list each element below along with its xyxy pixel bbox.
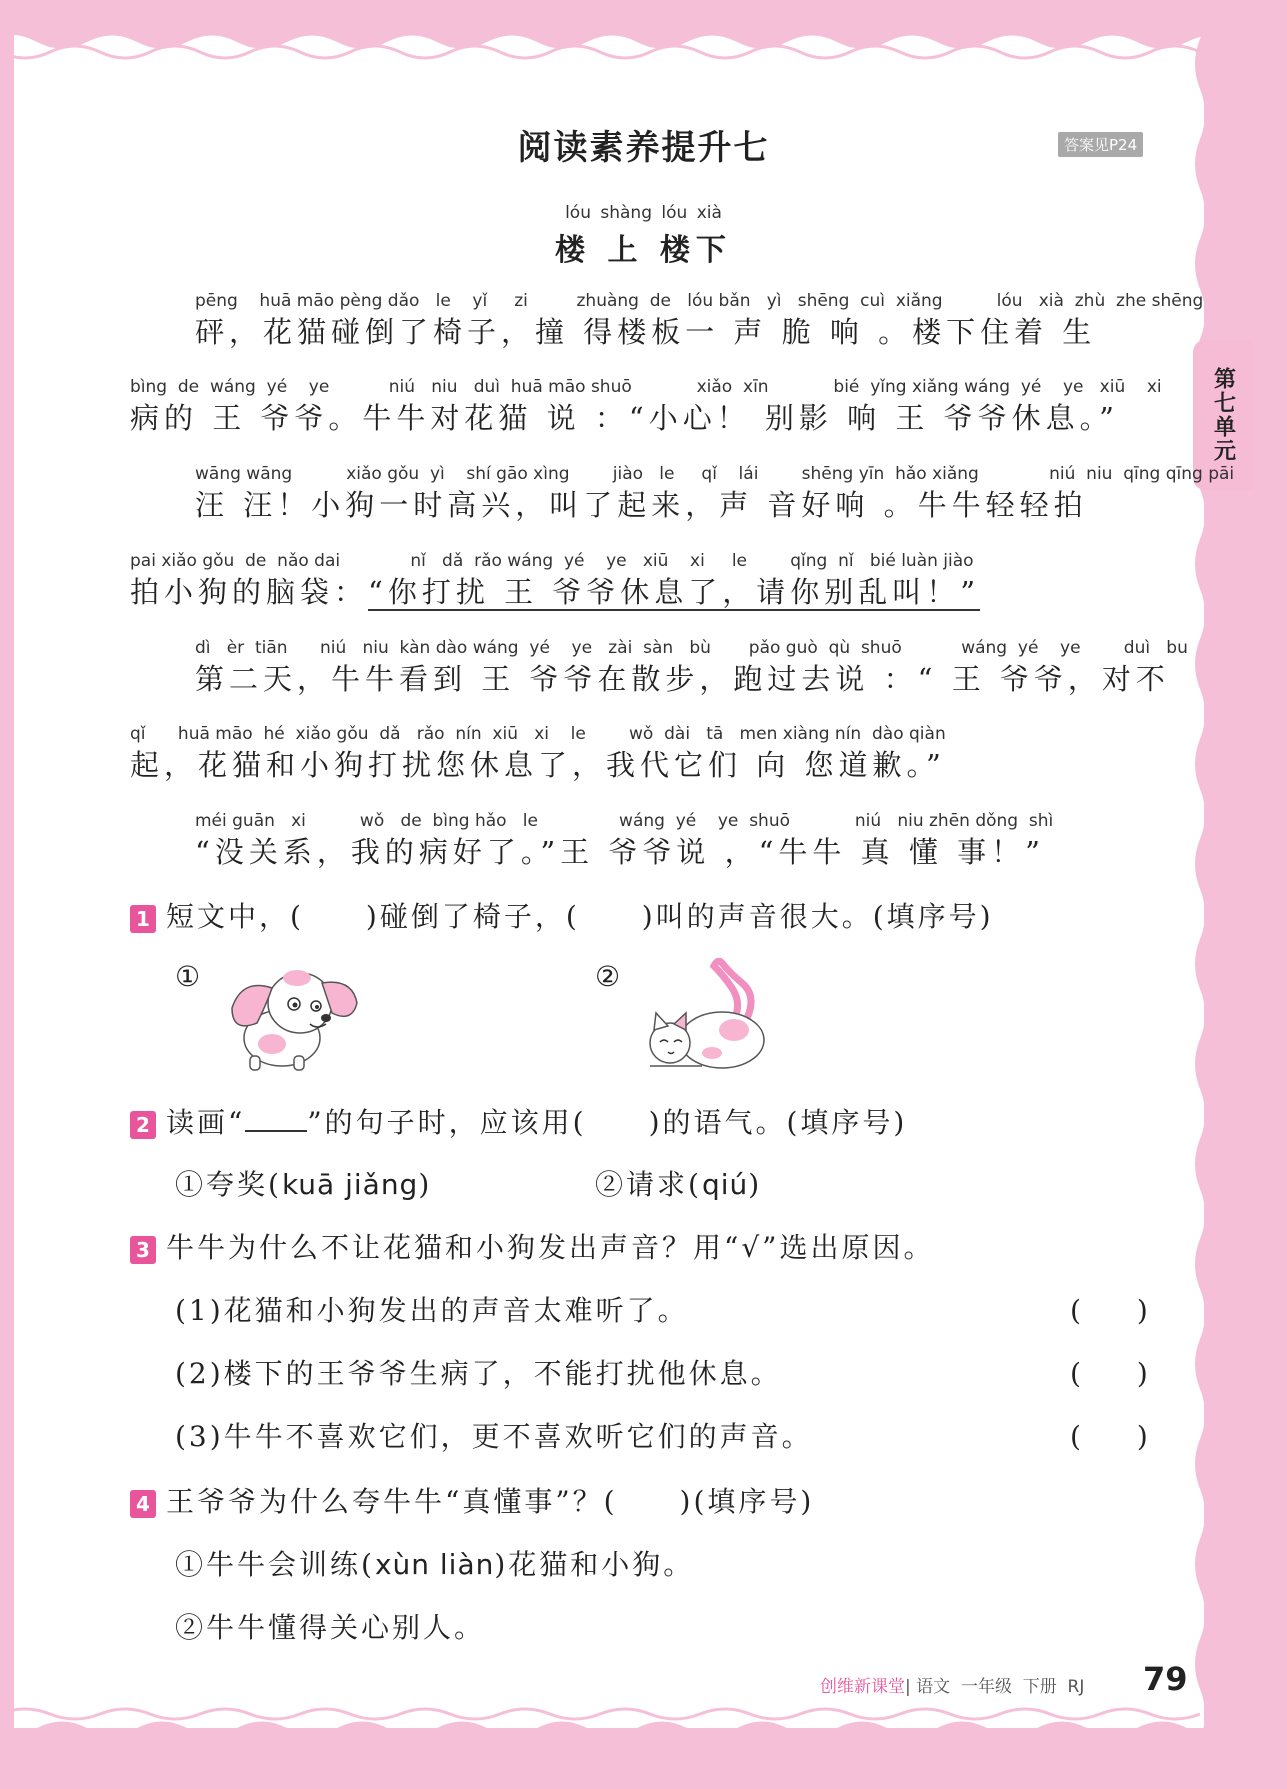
question-text-before: 读画“ [166, 1106, 246, 1139]
story-line-text: 起，花猫和小狗打扰您休息了，我代它们 向 您道歉。” [130, 748, 946, 782]
question-3 [130, 1226, 934, 1266]
unit-tab-label: 第七单元 [1210, 367, 1236, 463]
answer-blank[interactable]: ( ) [1070, 1294, 1148, 1327]
story-line-pinyin: dì èr tiān niú niu kàn dào wáng yé ye zài sàn bù pǎo guò qù shuō wáng yé ye duì bu [195, 638, 1188, 658]
story-title-block [0, 203, 1287, 269]
question-number-badge: 2 [130, 1111, 156, 1139]
question-2 [130, 1101, 907, 1141]
footer-brand: 创维新课堂 [820, 1677, 905, 1697]
option-pinyin: qiú [701, 1168, 749, 1201]
story-line-text: 病的 王 爷爷。牛牛对花猫 说 ：“小心！ 别影 响 王 爷爷休息。” [130, 401, 1119, 435]
story-title-pinyin: lóu shàng lóu xià [565, 203, 722, 223]
story-line-pinyin: méi guān xi wǒ de bìng hǎo le wáng yé ye shuō niú niu zhēn dǒng shì [195, 811, 1054, 831]
story-line-5 [195, 637, 1188, 699]
question-1 [130, 895, 994, 935]
option-text-close: )花猫和小狗。 [494, 1548, 695, 1581]
question-4 [130, 1480, 814, 1520]
bottom-wave-border [0, 1700, 1287, 1770]
story-line-text: 汪 汪！小狗一时高兴，叫了起来，声 音好响 。牛牛轻轻拍 [195, 488, 1088, 522]
story-line-pinyin: pēng huā māo pèng dǎo le yǐ zi zhuàng de lóu bǎn yì shēng cuì xiǎng lóu xià zhù zhe shēng [195, 291, 1204, 311]
puppy-illustration [222, 958, 362, 1073]
question-number-badge: 3 [130, 1236, 156, 1264]
page-number: 79 [1143, 1660, 1188, 1698]
page-title: 阅读素养提升七 [517, 128, 770, 168]
underline-symbol [245, 1110, 307, 1132]
answer-reference-badge: 答案见P24 [1058, 132, 1143, 157]
story-line-pinyin: pai xiǎo gǒu de nǎo dai nǐ dǎ rǎo wáng yé ye xiū xi le qǐng nǐ bié luàn jiào [130, 551, 974, 571]
option-text-close: ) [748, 1168, 763, 1201]
story-line-3 [195, 463, 1234, 525]
top-wave-border [0, 0, 1287, 70]
question-number-badge: 4 [130, 1490, 156, 1518]
question-text: 牛牛为什么不让花猫和小狗发出声音？用“√”选出原因。 [166, 1231, 935, 1264]
story-title: 楼 上 楼下 [555, 233, 732, 268]
question-3-option-3: (3)牛牛不喜欢它们，更不喜欢听它们的声音。 [175, 1420, 813, 1453]
question-text: 短文中，( )碰倒了椅子，( )叫的声音很大。(填序号) [166, 900, 994, 933]
underlined-sentence: “你打扰 王 爷爷休息了，请你别乱叫！” [368, 575, 981, 609]
story-line-text-plain: 拍小狗的脑袋： [130, 575, 369, 609]
question-4-option-2: ②牛牛懂得关心别人。 [175, 1611, 486, 1644]
question-4-option-1 [175, 1543, 694, 1583]
story-line-pinyin: wāng wāng xiǎo gǒu yì shí gāo xìng jiào le qǐ lái shēng yīn hǎo xiǎng niú niu qīng qīng pāi [195, 464, 1235, 484]
option-pinyin: kuā jiǎng [281, 1168, 419, 1201]
story-line-4 [130, 550, 980, 612]
story-line-2 [130, 376, 1162, 438]
story-line-6 [130, 723, 946, 785]
story-line-text: 砰，花猫碰倒了椅子，撞 得楼板一 声 脆 响 。楼下住着 生 [195, 315, 1097, 349]
footer-info: | 语文 一年级 下册 RJ [905, 1677, 1085, 1697]
cat-illustration [642, 958, 772, 1073]
option-1-marker: ① [175, 960, 204, 993]
story-line-text: “没关系，我的病好了。”王 爷爷说 ，“牛牛 真 懂 事！” [195, 835, 1045, 869]
question-number-badge: 1 [130, 905, 156, 933]
option-pinyin: xùn liàn [374, 1548, 495, 1581]
story-line-text: 第二天，牛牛看到 王 爷爷在散步，跑过去说 ：“ 王 爷爷，对不 [195, 662, 1170, 696]
option-text-close: ) [418, 1168, 433, 1201]
footer [820, 1672, 1084, 1697]
option-text: ①夸奖( [175, 1168, 282, 1201]
question-2-option-2 [595, 1163, 762, 1203]
question-text-after: ”的句子时，应该用( )的语气。(填序号) [307, 1106, 908, 1139]
option-text: ②请求( [595, 1168, 702, 1201]
option-text: ①牛牛会训练( [175, 1548, 375, 1581]
option-2-marker: ② [595, 960, 624, 993]
story-line-7 [195, 810, 1053, 872]
question-3-option-2: (2)楼下的王爷爷生病了，不能打扰他休息。 [175, 1357, 782, 1390]
question-text: 王爷爷为什么夸牛牛“真懂事”？( )(填序号) [166, 1485, 815, 1518]
story-line-pinyin: qǐ huā māo hé xiǎo gǒu dǎ rǎo nín xiū xi le wǒ dài tā men xiàng nín dào qiàn [130, 724, 946, 744]
story-line-text [130, 572, 980, 612]
answer-blank[interactable]: ( ) [1070, 1357, 1148, 1390]
question-3-option-1: (1)花猫和小狗发出的声音太难听了。 [175, 1294, 689, 1327]
story-line-1 [195, 290, 1203, 352]
page-sheet [14, 18, 1204, 1728]
question-2-option-1 [175, 1163, 432, 1203]
answer-blank[interactable]: ( ) [1070, 1420, 1148, 1453]
story-line-pinyin: bìng de wáng yé ye niú niu duì huā māo shuō xiǎo xīn bié yǐng xiǎng wáng yé ye xiū xi [130, 377, 1162, 397]
